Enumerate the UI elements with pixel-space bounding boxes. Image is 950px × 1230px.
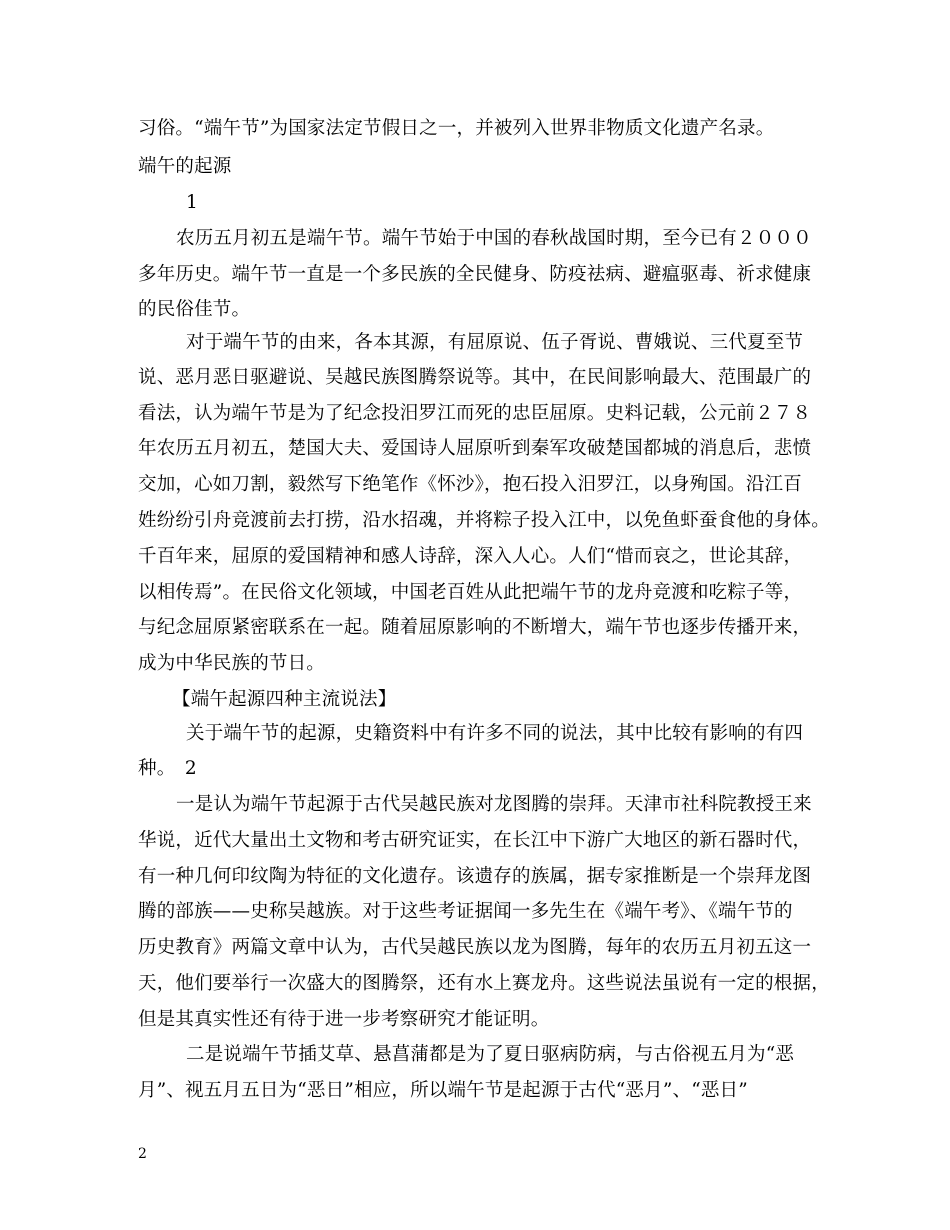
text-line: 天，他们要举行一次盛大的图腾祭，还有水上赛龙舟。这些说法虽说有一定的根据， <box>138 973 830 994</box>
text-line: 华说，近代大量出土文物和考古研究证实，在长江中下游广大地区的新石器时代， <box>138 830 812 851</box>
text-line: 看法，认为端午节是为了纪念投汨罗江而死的忠臣屈原。史料记载，公元前２７８ <box>138 403 812 424</box>
text-line: 千百年来，屈原的爱国精神和感人诗辞，深入人心。人们“惜而哀之，世论其辞， <box>138 546 803 567</box>
section-heading: 端午的起源 <box>138 156 232 177</box>
text-line: 二是说端午节插艾草、悬菖蒲都是为了夏日驱病防病，与古俗视五月为“恶 <box>186 1044 795 1065</box>
text-line: 交加，心如刀割，毅然写下绝笔作《怀沙》，抱石投入汨罗江，以身殉国。沿江百 <box>138 474 802 495</box>
text-line: 姓纷纷引舟竞渡前去打捞，沿水招魂，并将粽子投入江中，以免鱼虾蚕食他的身体。 <box>138 510 830 531</box>
text-line: 1 <box>186 192 198 213</box>
text-line: 种。 2 <box>138 758 197 779</box>
text-line: 说、恶月恶日驱避说、吴越民族图腾祭说等。其中，在民间影响最大、范围最广的 <box>138 367 812 388</box>
text-line: 农历五月初五是端午节。端午节始于中国的春秋战国时期，至今已有２０００ <box>176 228 812 249</box>
text-line: 成为中华民族的节日。 <box>138 653 326 674</box>
text-line: 多年历史。端午节一直是一个多民族的全民健身、防疫祛病、避瘟驱毒、祈求健康 <box>138 264 812 285</box>
text-line: 关于端午节的起源，史籍资料中有许多不同的说法，其中比较有影响的有四 <box>186 723 804 744</box>
text-line: 历史教育》两篇文章中认为，古代吴越民族以龙为图腾，每年的农历五月初五这一 <box>138 937 812 958</box>
text-line: 的民俗佳节。 <box>138 299 251 320</box>
text-line: 以相传焉”。在民俗文化领域，中国老百姓从此把端午节的龙舟竞渡和吃粽子等， <box>138 582 803 603</box>
text-line: 一是认为端午节起源于古代吴越民族对龙图腾的崇拜。天津市社科院教授王来 <box>176 794 812 815</box>
text-line: 有一种几何印纹陶为特征的文化遗存。该遗存的族属，据专家推断是一个崇拜龙图 <box>138 866 812 887</box>
text-line: 年农历五月初五，楚国大夫、爱国诗人屈原听到秦军攻破楚国都城的消息后，悲愤 <box>138 438 812 459</box>
text-line: 月”、视五月五日为“恶日”相应，所以端午节是起源于古代“恶月”、“恶日” <box>138 1080 748 1101</box>
text-line: 但是其真实性还有待于进一步考察研究才能证明。 <box>138 1009 550 1030</box>
text-line: 对于端午节的由来，各本其源，有屈原说、伍子胥说、曹娥说、三代夏至节 <box>186 332 804 353</box>
text-line: 腾的部族——史称吴越族。对于这些考证据闻一多先生在《端午考》、《端午节的 <box>138 901 793 922</box>
section-heading: 【端午起源四种主流说法】 <box>172 689 397 710</box>
text-line: 与纪念屈原紧密联系在一起。随着屈原影响的不断增大，端午节也逐步传播开来， <box>138 617 812 638</box>
page-number: 2 <box>138 1146 147 1162</box>
text-line: 习俗。“端午节”为国家法定节假日之一，并被列入世界非物质文化遗产名录。 <box>138 118 775 139</box>
